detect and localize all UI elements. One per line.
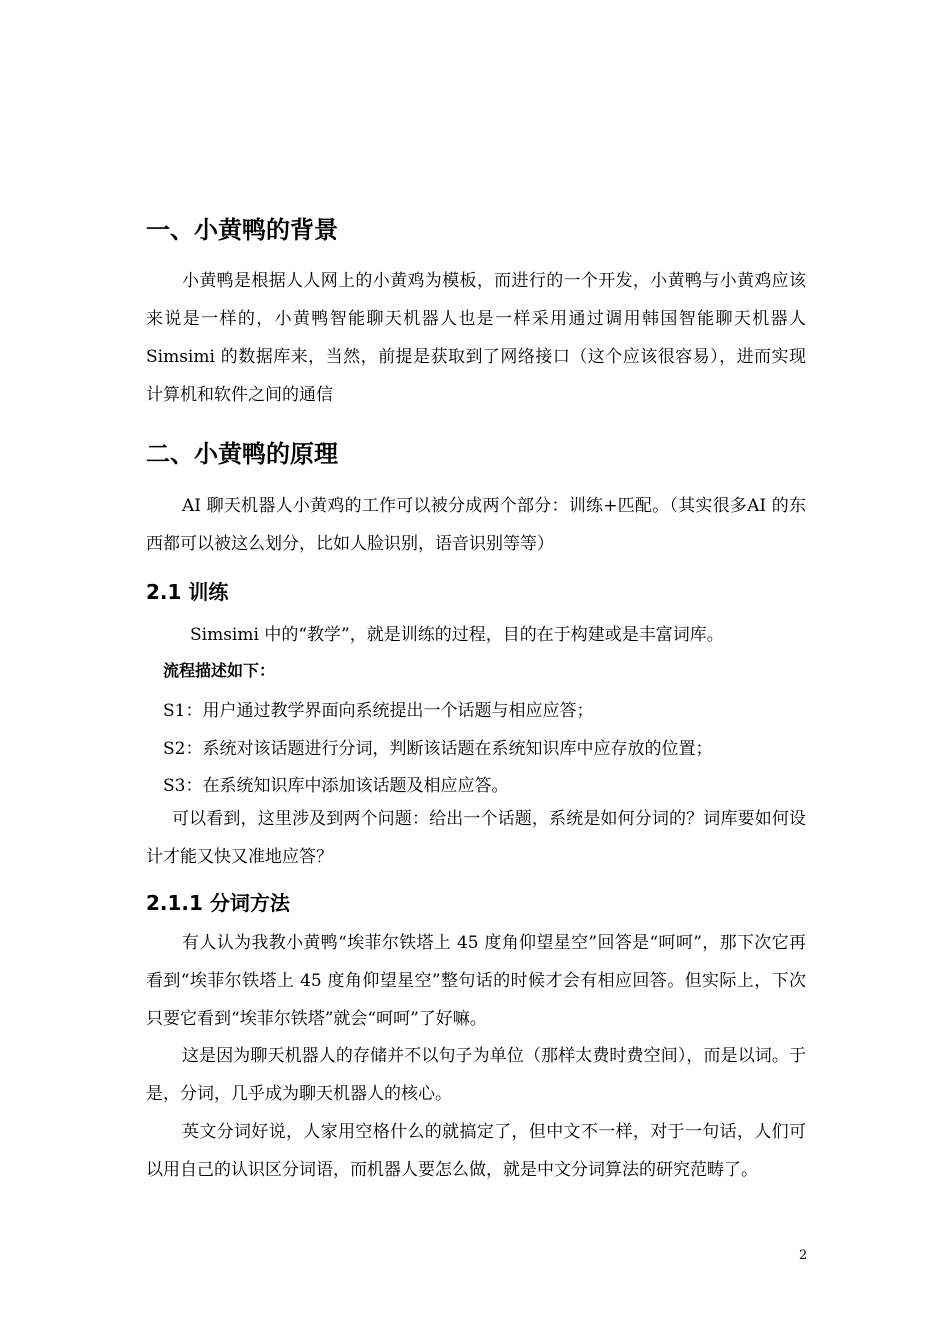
section21-heading: 2.1 训练 bbox=[146, 580, 229, 604]
section1-paragraph: 小黄鸭是根据人人网上的小黄鸡为模板，而进行的一个开发，小黄鸭与小黄鸡应该来说是一样的，小黄鸭智能聊天机器人也是一样采用通过调用韩国智能聊天机器人 Simsimi 的数据库来，当然，前提是获取到了网络接口（这个应该很容易），进而实现计算机和软件之间的通信 bbox=[146, 271, 806, 405]
flow-title: 流程描述如下： bbox=[163, 661, 276, 680]
section211-heading: 2.1.1 分词方法 bbox=[146, 891, 290, 915]
section211-paragraph1: 有人认为我教小黄鸭“埃菲尔铁塔上 45 度角仰望星空”回答是“呵呵”，那下次它再看到“埃菲尔铁塔上 45 度角仰望星空”整句话的时候才会有相应回答。但实际上，下次只要它看到“埃菲尔铁塔”就会“呵呵”了好嘛。 bbox=[146, 933, 806, 1029]
page-number: 2 bbox=[799, 1248, 808, 1263]
section21-paragraph2: 可以看到，这里涉及到两个问题：给出一个话题，系统是如何分词的？词库要如何设计才能又快又准地应答？ bbox=[146, 809, 806, 867]
section21-paragraph: Simsimi 中的“教学”，就是训练的过程，目的在于构建或是丰富词库。 bbox=[190, 625, 724, 645]
section2-paragraph: AI 聊天机器人小黄鸡的工作可以被分成两个部分：训练+匹配。（其实很多AI 的东西都可以被这么划分，比如人脸识别，语音识别等等） bbox=[146, 496, 806, 554]
section2-heading: 二、小黄鸭的原理 bbox=[146, 440, 338, 468]
section211-paragraph3: 英文分词好说，人家用空格什么的就搞定了，但中文不一样，对于一句话，人们可以用自己的认识区分词语，而机器人要怎么做，就是中文分词算法的研究范畴了。 bbox=[146, 1122, 806, 1180]
step-s2: S2：系统对该话题进行分词，判断该话题在系统知识库中应存放的位置； bbox=[163, 739, 713, 759]
section211-paragraph2: 这是因为聊天机器人的存储并不以句子为单位（那样太费时费空间），而是以词。于是，分词，几乎成为聊天机器人的核心。 bbox=[146, 1046, 806, 1104]
section1-heading: 一、小黄鸭的背景 bbox=[146, 216, 338, 244]
step-s1: S1：用户通过教学界面向系统提出一个话题与相应应答； bbox=[163, 701, 594, 721]
step-s3: S3：在系统知识库中添加该话题及相应应答。 bbox=[163, 776, 509, 796]
